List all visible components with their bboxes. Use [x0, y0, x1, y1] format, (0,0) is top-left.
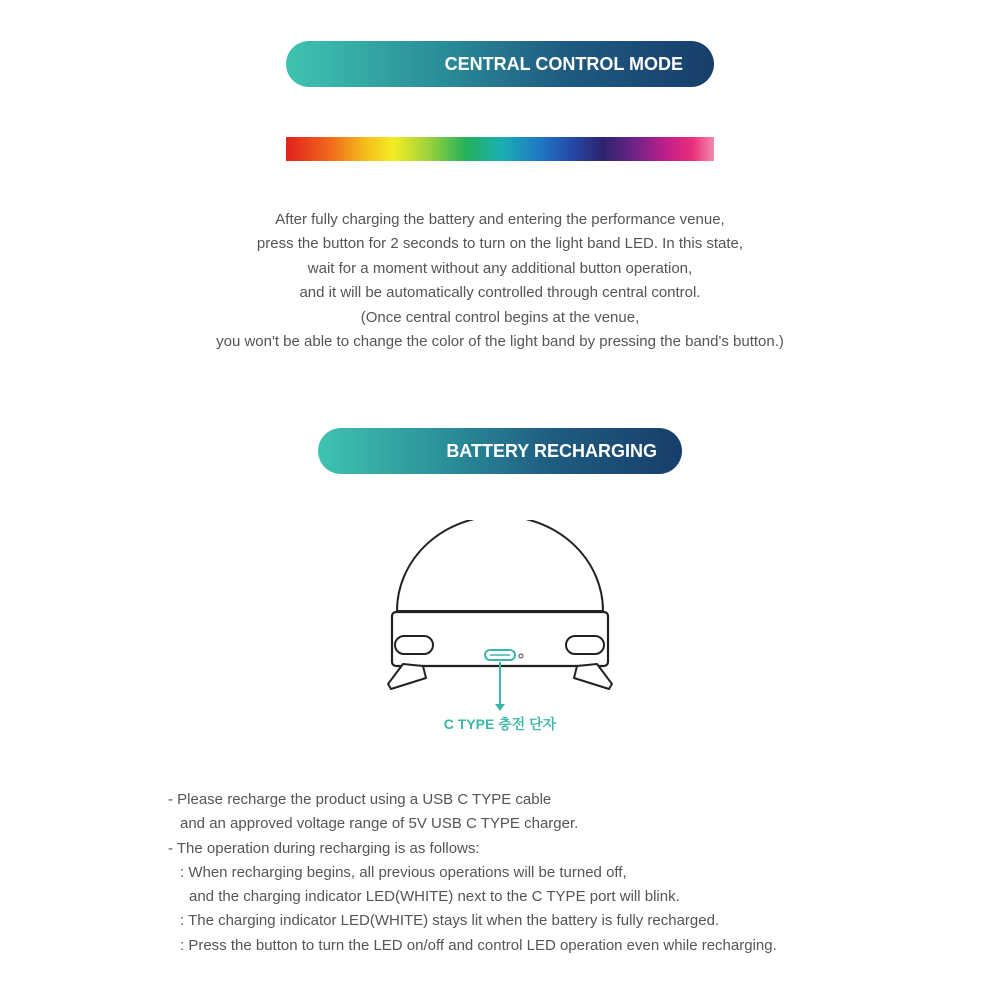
battery-recharging-header [318, 428, 682, 474]
central-control-mode-header [286, 41, 714, 87]
port-pointer-arrowhead [495, 704, 505, 711]
left-foot [388, 664, 426, 689]
central-control-description [100, 208, 900, 354]
battery-recharging-title: BATTERY RECHARGING [446, 441, 657, 461]
right-slot [566, 636, 604, 654]
note-line: : When recharging begins, all previous operations will be turned off, [180, 863, 627, 881]
c-type-port-label: C TYPE 충전 단자 [443, 716, 557, 732]
note-line: - The operation during recharging is as follows: [168, 839, 480, 857]
charging-indicator-led [519, 654, 523, 658]
note-line: and an approved voltage range of 5V USB C TYPE charger. [180, 815, 579, 833]
description-line: After fully charging the battery and entering the performance venue, [275, 211, 725, 228]
central-control-mode-title: CENTRAL CONTROL MODE [444, 54, 683, 74]
right-foot [574, 664, 612, 689]
description-line: you won't be able to change the color of the light band by pressing the band's button.) [216, 333, 784, 351]
left-slot [395, 636, 433, 654]
description-line: and it will be automatically controlled through central control. [299, 284, 701, 302]
note-line: - Please recharge the product using a USB C TYPE cable [168, 791, 552, 808]
color-spectrum-bar [286, 137, 714, 161]
note-line: : Press the button to turn the LED on/off and control LED operation even while recharging. [180, 936, 777, 954]
light-band-device-illustration [380, 520, 620, 720]
note-line: and the charging indicator LED(WHITE) next to the C TYPE port will blink. [189, 888, 680, 906]
description-line: wait for a moment without any additional button operation, [307, 259, 693, 277]
device-dome [397, 520, 603, 611]
note-line: : The charging indicator LED(WHITE) stays lit when the battery is fully recharged. [180, 912, 720, 930]
recharging-notes [168, 788, 888, 958]
description-line: press the button for 2 seconds to turn on the light band LED. In this state, [256, 235, 744, 253]
description-line: (Once central control begins at the venue, [360, 308, 640, 326]
